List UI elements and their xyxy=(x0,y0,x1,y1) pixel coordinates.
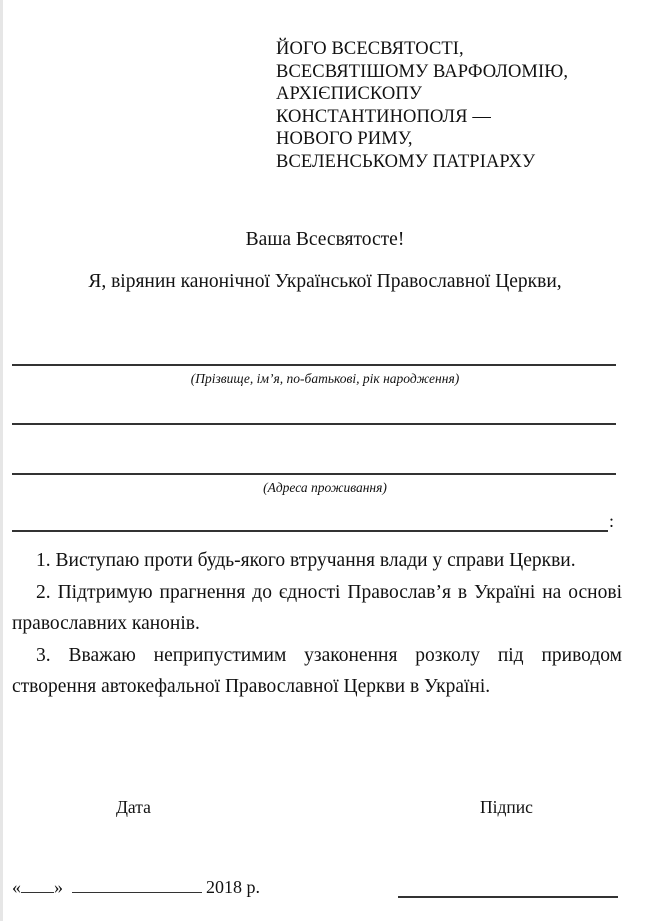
statement-point: 1. Виступаю проти будь-якого втручання влади у справи Церкви. xyxy=(36,550,576,571)
intro-text: Я, вірянин канонічної Української Православної Церкви, xyxy=(88,271,562,292)
addressee-line: ВСЕЛЕНСЬКОМУ ПАТРІАРХУ xyxy=(276,151,536,172)
statement-point: 2. Підтримую прагнення до єдності Православ’я в Україні на основі православних канонів. xyxy=(12,581,622,634)
name-continuation-line[interactable] xyxy=(12,423,616,425)
name-caption: (Прізвище, ім’я, по-батькові, рік народження) xyxy=(190,371,460,386)
addressee-block xyxy=(276,38,568,173)
close-quote: » xyxy=(54,877,63,897)
address-caption: (Адреса проживання) xyxy=(263,480,387,495)
greeting: Ваша Всесвятосте! xyxy=(245,229,405,250)
statement-points xyxy=(12,545,622,703)
signature-label: Підпис xyxy=(480,797,533,817)
day-input-line[interactable] xyxy=(21,876,54,893)
addressee-line: НОВОГО РИМУ, xyxy=(276,129,413,149)
address-input-line[interactable] xyxy=(12,473,616,475)
name-input-line[interactable] xyxy=(12,364,616,366)
year-text: 2018 р. xyxy=(206,877,260,897)
addressee-line: КОНСТАНТИНОПОЛЯ — xyxy=(276,106,491,127)
addressee-line: ЙОГО ВСЕСВЯТОСТІ, xyxy=(276,39,464,59)
date-label: Дата xyxy=(116,797,151,817)
address-continuation-line[interactable] xyxy=(12,530,608,532)
signature-input-line[interactable] xyxy=(398,896,618,898)
open-quote: « xyxy=(12,877,21,897)
page-edge xyxy=(0,0,3,921)
trailing-colon: : xyxy=(609,511,615,531)
statement-point: 3. Вважаю неприпустимим узаконення розколу під приводом створення автокефальної Православної Церкви в Україні. xyxy=(12,644,622,697)
month-input-line[interactable] xyxy=(72,876,202,893)
addressee-line: ВСЕСВЯТІШОМУ ВАРФОЛОМІЮ, xyxy=(276,61,569,82)
addressee-line: АРХІЄПИСКОПУ xyxy=(276,84,423,104)
date-row xyxy=(12,876,260,898)
